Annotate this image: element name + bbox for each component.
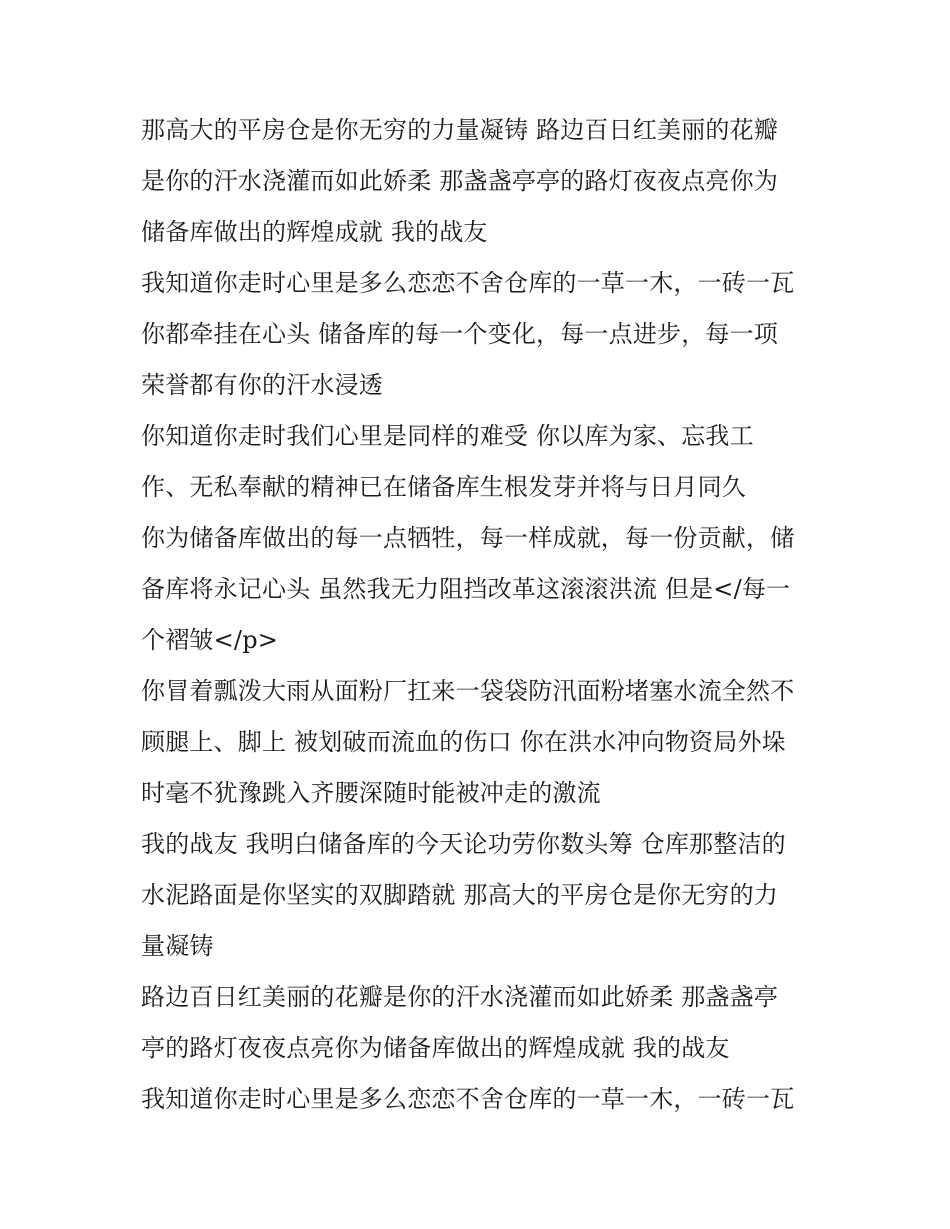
text-line: 荣誉都有你的汗水浸透 (141, 371, 383, 399)
text-line: 我知道你走时心里是多么恋恋不舍仓库的一草一木，一砖一瓦 (141, 269, 795, 297)
text-line: 储备库做出的辉煌成就 我的战友 (141, 218, 488, 246)
text-line: 那高大的平房仓是你无穷的力量凝铸 路边百日红美丽的花瓣 (141, 116, 779, 144)
text-line: 作、无私奉献的精神已在储备库生根发芽并将与日月同久 (141, 473, 746, 501)
body-text (141, 105, 821, 1125)
text-line: 备库将永记心头 虽然我无力阻挡改革这滚滚洪流 但是</每一 (141, 575, 791, 603)
text-line: 你知道你走时我们心里是同样的难受 你以库为家、忘我工 (141, 422, 754, 450)
text-line: 时毫不犹豫跳入齐腰深随时能被冲走的激流 (141, 779, 601, 807)
text-line: 你都牵挂在心头 储备库的每一个变化，每一点进步，每一项 (141, 320, 779, 348)
text-line: 顾腿上、脚上 被划破而流血的伤口 你在洪水冲向物资局外垛 (141, 728, 786, 756)
text-line: 个褶皱</p> (141, 626, 279, 654)
text-line: 你冒着瓢泼大雨从面粉厂扛来一袋袋防汛面粉堵塞水流全然不 (141, 677, 795, 705)
text-line: 路边百日红美丽的花瓣是你的汗水浇灌而如此娇柔 那盏盏亭 (141, 983, 779, 1011)
text-line: 量凝铸 (141, 932, 214, 960)
text-line: 我知道你走时心里是多么恋恋不舍仓库的一草一木，一砖一瓦 (141, 1085, 795, 1113)
text-line: 我的战友 我明白储备库的今天论功劳你数头筹 仓库那整洁的 (141, 830, 786, 858)
text-line: 水泥路面是你坚实的双脚踏就 那高大的平房仓是你无穷的力 (141, 881, 779, 909)
text-line: 亭的路灯夜夜点亮你为储备库做出的辉煌成就 我的战友 (141, 1034, 730, 1062)
text-line: 是你的汗水浇灌而如此娇柔 那盏盏亭亭的路灯夜夜点亮你为 (141, 167, 779, 195)
text-line: 你为储备库做出的每一点牺牲，每一样成就，每一份贡献，储 (141, 524, 795, 552)
